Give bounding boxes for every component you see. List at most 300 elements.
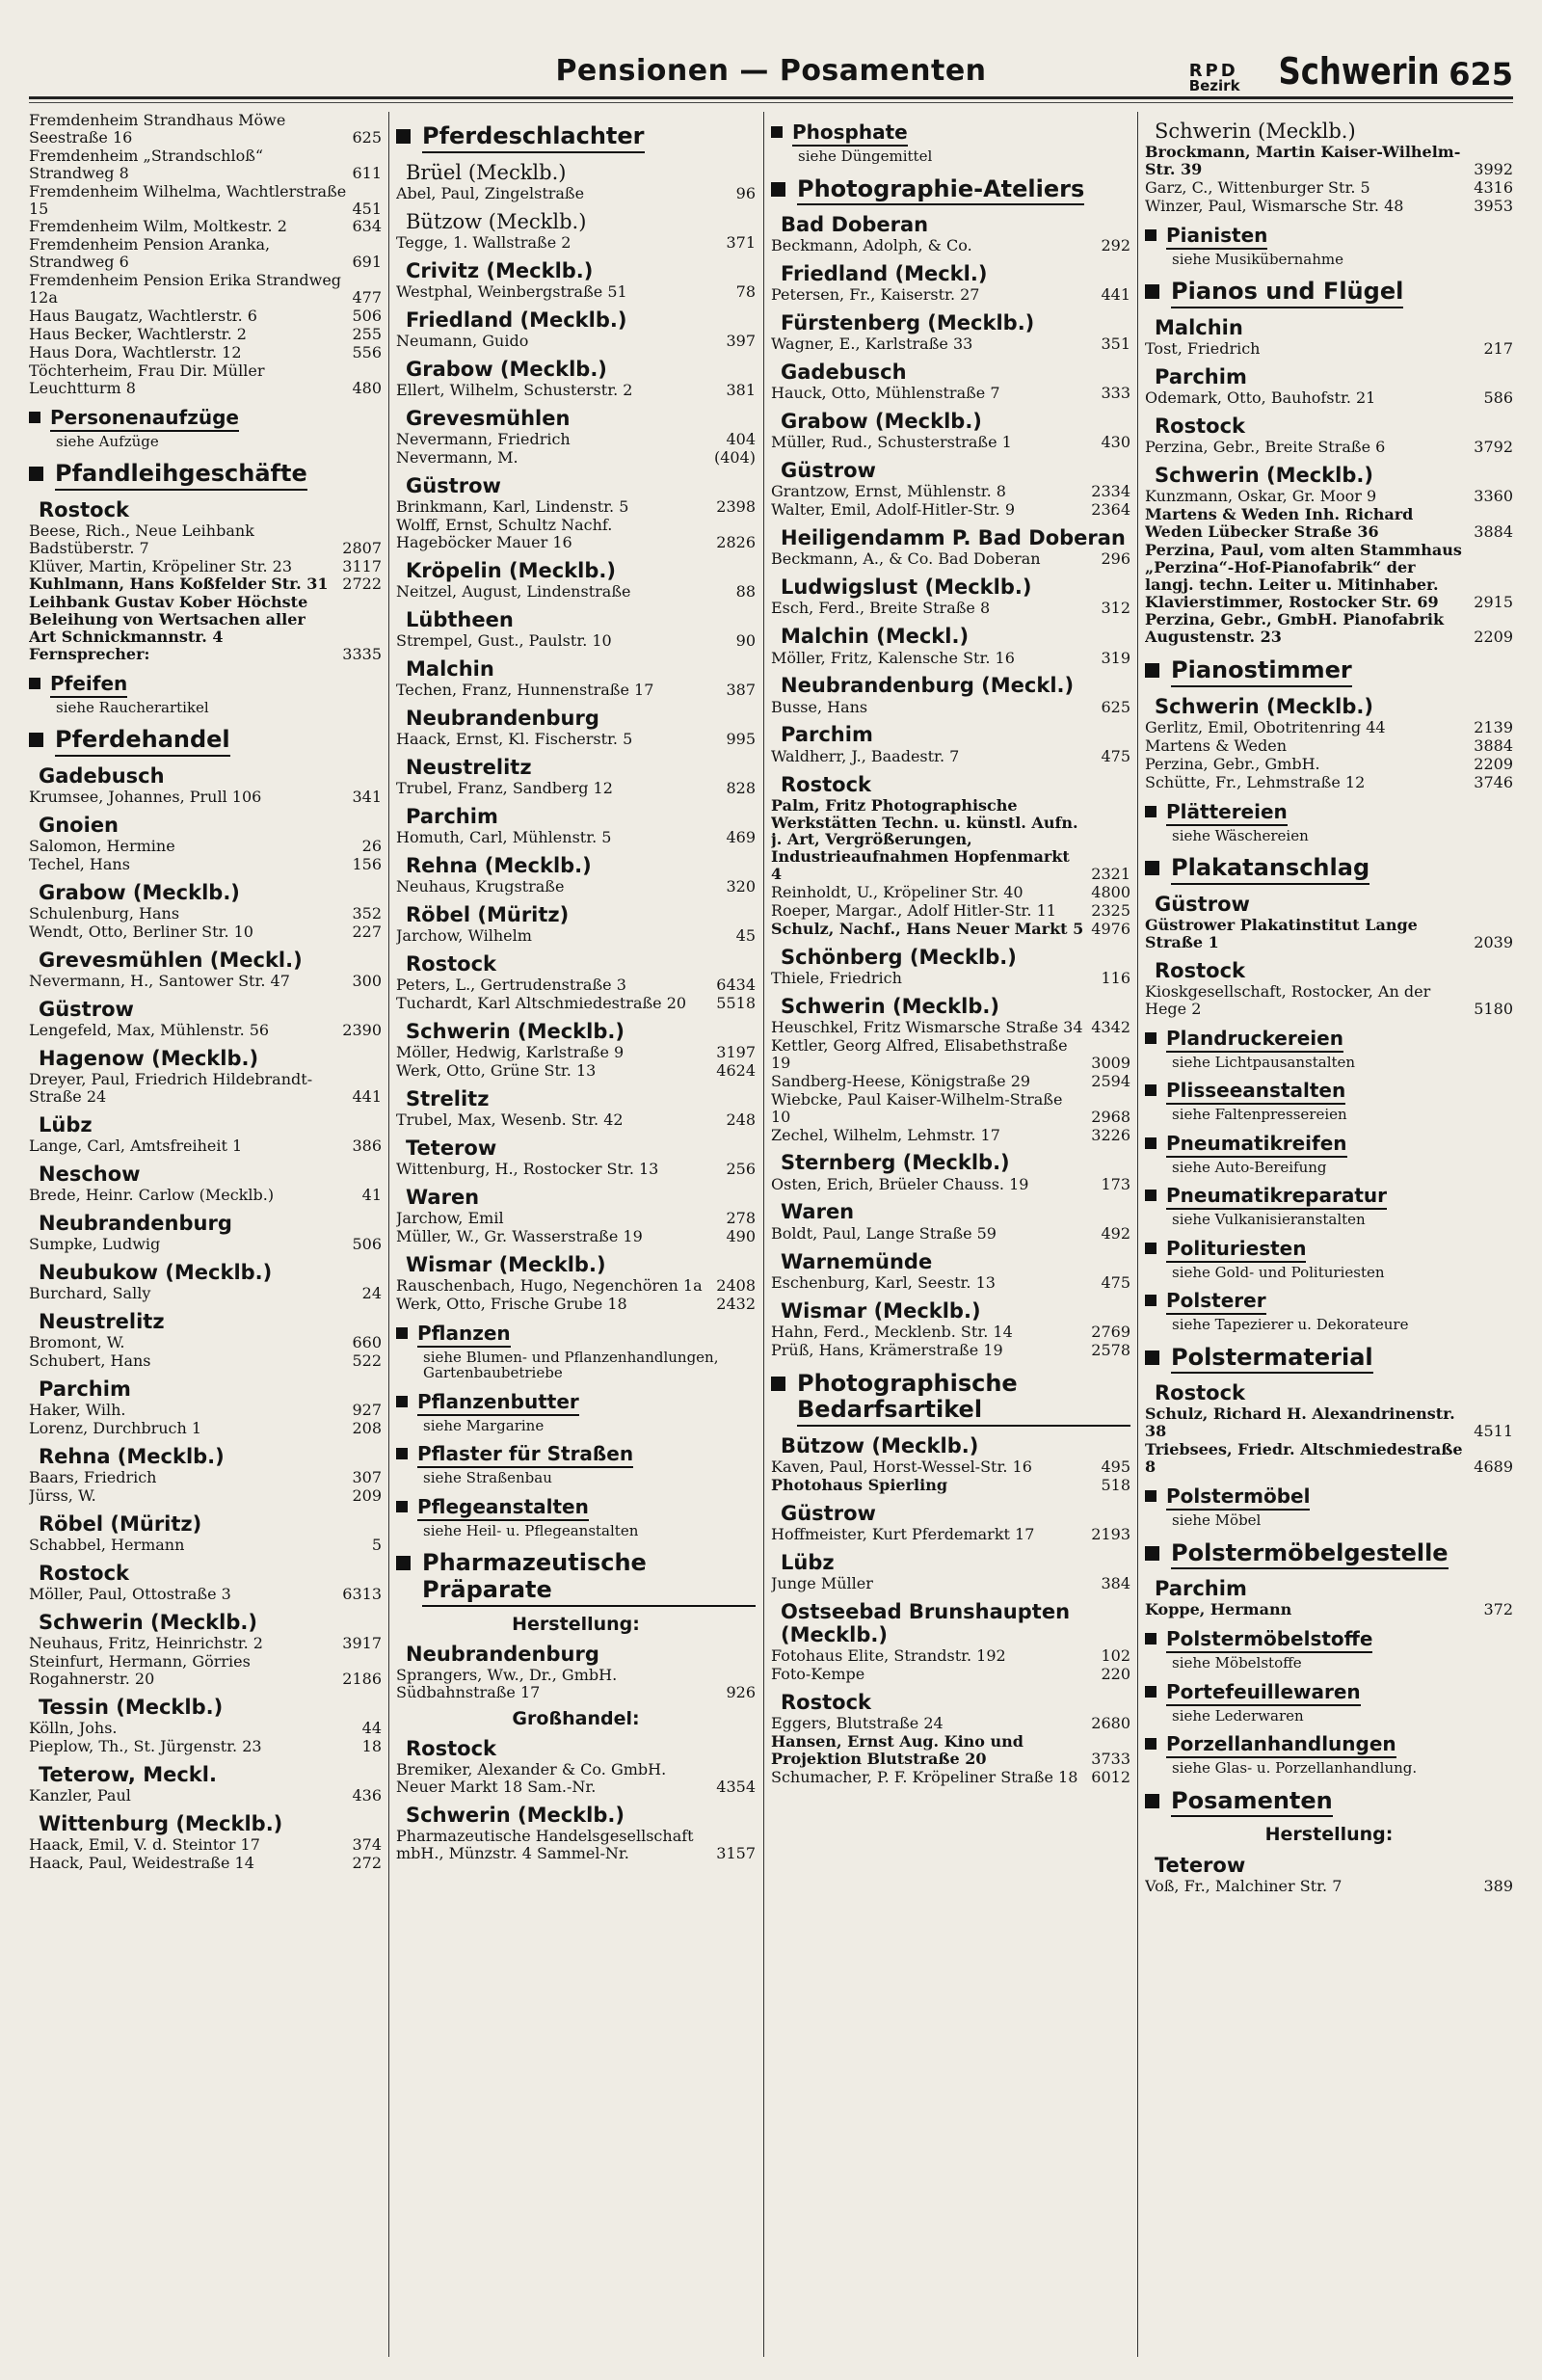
listing-name: Kölln, Johs.	[29, 1719, 118, 1738]
listing-entry	[29, 326, 382, 343]
phone-number: 926	[726, 1682, 756, 1701]
section-heading	[1145, 1733, 1513, 1758]
section-title: Pianostimmer	[1171, 657, 1352, 687]
listing-entry	[771, 1458, 1130, 1476]
listing-entry	[29, 522, 382, 557]
listing-name: Peters, L., Gertrudenstraße 3	[396, 976, 626, 995]
section-title: Polituriesten	[1166, 1238, 1306, 1263]
phone-number: 384	[1101, 1573, 1130, 1592]
section-heading	[29, 673, 382, 698]
section-title: Pferdehandel	[55, 727, 230, 757]
listing-entry	[396, 1277, 756, 1295]
town-heading: Strelitz	[406, 1086, 490, 1110]
phone-number: 3884	[1474, 735, 1513, 755]
listing-name: Fremdenheim Pension Erika Strandweg 12a	[29, 271, 342, 308]
listing-entry	[1145, 389, 1513, 407]
listing-name: Beckmann, A., & Co. Bad Doberan	[771, 549, 1041, 569]
listing-entry	[771, 335, 1130, 353]
section-title: Porzellanhandlungen	[1166, 1733, 1396, 1758]
listing-name: Nevermann, H., Santower Str. 47	[29, 972, 290, 991]
phone-number: 586	[1483, 388, 1513, 408]
listing-name: Neumann, Guido	[396, 331, 529, 350]
phone-number: 220	[1101, 1664, 1130, 1683]
listing-name: Beese, Rich., Neue Leihbank Badstüberstr. 7	[29, 521, 254, 557]
listing-name: Martens & Weden	[1145, 735, 1288, 755]
phone-number: 371	[726, 232, 756, 252]
listing-entry	[396, 1210, 756, 1227]
town-heading: Neubrandenburg	[406, 1642, 599, 1666]
listing-name: Reinholdt, U., Kröpeliner Str. 40	[771, 883, 1024, 902]
listing-name: Junge Müller	[771, 1573, 873, 1592]
phone-number: 4511	[1474, 1422, 1513, 1441]
listing-entry	[29, 789, 382, 806]
phone-number: 341	[352, 788, 382, 807]
phone-number: 386	[352, 1137, 382, 1156]
listing-entry	[1145, 179, 1513, 197]
listing-entry	[771, 501, 1130, 519]
phone-number: 24	[361, 1284, 382, 1303]
section-title: Pneumatikreparatur	[1166, 1185, 1387, 1210]
town-heading: Ludwigslust (Mecklb.)	[781, 575, 1032, 600]
town-heading: Teterow, Meckl.	[39, 1763, 217, 1787]
listing-name: Bremiker, Alexander & Co. GmbH. Neuer Markt 18 Sam.-Nr.	[396, 1760, 667, 1797]
section-heading	[29, 407, 382, 432]
town-heading: Bützow (Mecklb.)	[781, 1433, 979, 1457]
phone-number: 2968	[1091, 1107, 1130, 1126]
town-heading: Neschow	[39, 1163, 141, 1187]
section-heading	[396, 1323, 756, 1348]
listing-entry	[396, 449, 756, 467]
town-heading: Lübz	[39, 1113, 93, 1137]
listing-entry	[771, 1666, 1130, 1683]
listing-name: Sumpke, Ludwig	[29, 1235, 161, 1254]
phone-number: 3360	[1474, 487, 1513, 506]
phone-number: 625	[352, 127, 382, 147]
square-bullet-icon	[396, 1448, 408, 1459]
phone-number: 3746	[1474, 772, 1513, 791]
section-title: Pflanzenbutter	[417, 1391, 579, 1416]
listing-entry	[29, 1352, 382, 1370]
phone-number: 351	[1101, 334, 1130, 354]
town-heading: Lübtheen	[406, 607, 514, 631]
phone-number: 828	[726, 778, 756, 797]
town-heading: Friedland (Meckl.)	[781, 262, 988, 286]
phone-number: 691	[352, 253, 382, 272]
listing-entry	[396, 283, 756, 301]
listing-name: Beckmann, Adolph, & Co.	[771, 236, 972, 255]
listing-entry	[1145, 719, 1513, 736]
listing-name: Gerlitz, Emil, Obotritenring 44	[1145, 718, 1386, 737]
listing-name: Möller, Fritz, Kalensche Str. 16	[771, 648, 1015, 667]
section-title: Polstermaterial	[1171, 1345, 1373, 1375]
square-bullet-icon	[29, 467, 43, 481]
phone-number: 381	[726, 380, 756, 399]
section-title: Pflegeanstalten	[417, 1496, 589, 1521]
listing-name: Fremdenheim „Strandschloß“ Strandweg 8	[29, 146, 264, 182]
section-heading	[1145, 1133, 1513, 1158]
listing-name: Wittenburg, H., Rostocker Str. 13	[396, 1160, 659, 1179]
listing-name: Heuschkel, Fritz Wismarsche Straße 34	[771, 1018, 1083, 1037]
section-heading	[1145, 1628, 1513, 1653]
town-heading: Röbel (Müritz)	[406, 902, 570, 926]
listing-name: Kaven, Paul, Horst-Wessel-Str. 16	[771, 1457, 1032, 1476]
phone-number: 4976	[1091, 920, 1130, 938]
listing-name: Roeper, Margar., Adolf Hitler-Str. 11	[771, 901, 1056, 921]
listing-name: Hoffmeister, Kurt Pferdemarkt 17	[771, 1524, 1035, 1543]
see-reference: siehe Faltenpressereien	[1172, 1106, 1347, 1124]
listing-name: Fremdenheim Wilm, Moltkestr. 2	[29, 217, 287, 236]
header-right	[1189, 50, 1513, 93]
listing-name: Brockmann, Martin Kaiser-Wilhelm-Str. 39	[1145, 143, 1461, 179]
section-title: Personenaufzüge	[50, 407, 239, 432]
section-title: Phosphate	[792, 121, 908, 147]
see-reference: siehe Musikübernahme	[1172, 250, 1343, 268]
phone-number: 611	[352, 163, 382, 182]
listing-entry	[29, 1022, 382, 1039]
listing-entry	[771, 1769, 1130, 1786]
listing-name: Jürss, W.	[29, 1486, 96, 1506]
subheading: Großhandel:	[512, 1707, 640, 1729]
listing-entry	[1145, 983, 1513, 1018]
header-rule-thin	[29, 102, 1513, 103]
phone-number: 480	[352, 378, 382, 397]
phone-number: 475	[1101, 1272, 1130, 1292]
subheading: Herstellung:	[1264, 1824, 1394, 1846]
phone-number: 2398	[716, 496, 756, 516]
town-heading: Fürstenberg (Mecklb.)	[781, 311, 1035, 335]
listing-entry	[29, 1071, 382, 1106]
town-heading: Ostseebad Brunshaupten (Mecklb.)	[781, 1599, 1071, 1646]
listing-entry	[1145, 488, 1513, 505]
phone-number: (404)	[713, 447, 756, 467]
listing-entry	[771, 1342, 1130, 1359]
phone-number: 333	[1101, 384, 1130, 403]
listing-name: Foto-Kempe	[771, 1664, 865, 1683]
section-title: Polstermöbel	[1166, 1485, 1310, 1511]
listing-entry	[29, 973, 382, 990]
listing-name: Esch, Ferd., Breite Straße 8	[771, 599, 991, 618]
listing-entry	[396, 878, 756, 896]
section-title: Pianos und Flügel	[1171, 279, 1403, 308]
phone-number: 374	[352, 1835, 382, 1855]
listing-entry	[29, 1137, 382, 1155]
phone-number: 278	[726, 1209, 756, 1228]
listing-entry	[771, 434, 1130, 451]
listing-entry	[29, 272, 382, 307]
town-heading: Waren	[406, 1186, 480, 1210]
listing-name: Fremdenheim Wilhelma, Wachtlerstraße 15	[29, 181, 347, 218]
phone-number: 320	[726, 877, 756, 896]
listing-entry	[771, 1575, 1130, 1592]
phone-number: 2334	[1091, 482, 1130, 501]
section-heading	[1145, 1028, 1513, 1053]
section-heading	[396, 1443, 756, 1468]
listing-name: Walter, Emil, Adolf-Hitler-Str. 9	[771, 500, 1016, 520]
listing-name: Brinkmann, Karl, Lindenstr. 5	[396, 496, 629, 516]
section-heading	[1145, 1788, 1513, 1818]
listing-entry	[396, 829, 756, 846]
listing-entry	[771, 1037, 1130, 1072]
subheading: Herstellung:	[512, 1613, 640, 1635]
listing-entry	[396, 1761, 756, 1796]
listing-name: Steinfurt, Hermann, Görries Rogahnerstr. 20	[29, 1652, 251, 1689]
listing-entry	[771, 884, 1130, 901]
listing-entry	[396, 583, 756, 601]
town-heading: Malchin	[1155, 315, 1243, 339]
listing-name: Kioskgesellschaft, Rostocker, An der Hege 2	[1145, 981, 1431, 1018]
phone-number: 90	[735, 630, 756, 650]
listing-entry	[1145, 1601, 1513, 1618]
listing-name: Kanzler, Paul	[29, 1786, 131, 1805]
section-heading	[1145, 1185, 1513, 1210]
square-bullet-icon	[771, 126, 783, 138]
listing-entry	[771, 797, 1130, 884]
square-bullet-icon	[1145, 1633, 1156, 1645]
listing-name: Schulenburg, Hans	[29, 904, 180, 923]
phone-number: 506	[352, 1235, 382, 1254]
listing-name: Eggers, Blutstraße 24	[771, 1714, 944, 1732]
listing-entry	[1145, 1405, 1513, 1440]
town-heading: Friedland (Mecklb.)	[406, 308, 627, 332]
phone-number: 3953	[1474, 196, 1513, 215]
phone-number: 88	[735, 581, 756, 601]
town-heading: Rostock	[781, 772, 871, 796]
section-heading	[29, 727, 382, 757]
listing-name: Wendt, Otto, Berliner Str. 10	[29, 923, 253, 942]
listing-name: Neuhaus, Krugstraße	[396, 877, 565, 896]
section-heading	[396, 1391, 756, 1416]
square-bullet-icon	[771, 1377, 785, 1391]
listing-name: Fotohaus Elite, Strandstr. 192	[771, 1646, 1006, 1666]
listing-name: Haus Becker, Wachtlerstr. 2	[29, 324, 247, 343]
listing-name: Wiebcke, Paul Kaiser-Wilhelm-Straße 10	[771, 1089, 1063, 1126]
listing-name: Odemark, Otto, Bauhofstr. 21	[1145, 388, 1376, 408]
listing-entry	[771, 1274, 1130, 1292]
listing-entry	[396, 382, 756, 399]
square-bullet-icon	[29, 733, 43, 747]
listing-name: Koppe, Hermann	[1145, 1600, 1292, 1619]
listing-name: Pharmazeutische Handelsgesellschaft mbH., Münzstr. 4 Sammel-Nr.	[396, 1827, 694, 1863]
town-heading: Wismar (Mecklb.)	[406, 1252, 606, 1276]
listing-entry	[29, 1537, 382, 1554]
phone-number: 3157	[716, 1844, 756, 1863]
listing-name: Schabbel, Hermann	[29, 1536, 185, 1555]
listing-entry	[29, 1738, 382, 1755]
phone-number: 495	[1101, 1457, 1130, 1476]
listing-name: Rauschenbach, Hugo, Negenchören 1a	[396, 1276, 703, 1296]
town-heading: Teterow	[406, 1136, 497, 1160]
section-heading	[1145, 279, 1513, 308]
phone-number: 2139	[1474, 718, 1513, 737]
column-4	[1145, 112, 1513, 2357]
square-bullet-icon	[1145, 1546, 1159, 1561]
phone-number: 18	[361, 1737, 382, 1756]
listing-entry	[29, 575, 382, 593]
listing-name: Lange, Carl, Amtsfreiheit 1	[29, 1137, 243, 1156]
listing-name: Photohaus Spierling	[771, 1475, 948, 1494]
listing-entry	[1145, 439, 1513, 456]
phone-number: 319	[1101, 648, 1130, 667]
phone-number: 4342	[1091, 1018, 1130, 1037]
town-heading: Röbel (Müritz)	[39, 1512, 202, 1537]
phone-number: 2364	[1091, 500, 1130, 520]
listing-entry	[1145, 917, 1513, 951]
town-heading: Rostock	[1155, 958, 1245, 982]
listing-name: Sandberg-Heese, Königstraße 29	[771, 1071, 1031, 1090]
see-reference: siehe Düngemittel	[798, 147, 933, 165]
listing-name: Grantzow, Ernst, Mühlenstr. 8	[771, 482, 1006, 501]
listing-name: Jarchow, Emil	[396, 1209, 504, 1228]
listing-entry	[29, 1334, 382, 1351]
town-heading: Schwerin (Mecklb.)	[1155, 464, 1373, 487]
town-heading: Neubrandenburg	[406, 706, 599, 730]
phone-number: 4354	[716, 1778, 756, 1797]
column-2	[396, 112, 756, 2357]
town-heading: Gnoien	[39, 814, 120, 838]
phone-number: 2193	[1091, 1524, 1130, 1543]
section-title: Plättereien	[1166, 801, 1288, 826]
listing-name: Werk, Otto, Frische Grube 18	[396, 1295, 627, 1314]
phone-number: 4689	[1474, 1457, 1513, 1477]
phone-number: 475	[1101, 746, 1130, 765]
phone-number: 256	[726, 1160, 756, 1179]
phone-number: 5	[371, 1536, 382, 1555]
town-heading: Rostock	[406, 1737, 496, 1761]
phone-number: 492	[1101, 1223, 1130, 1243]
section-title: Polstermöbelstoffe	[1166, 1628, 1372, 1653]
listing-entry	[771, 385, 1130, 402]
listing-name: Perzina, Gebr., GmbH. Pianofabrik Augustenstr. 23	[1145, 610, 1445, 647]
square-bullet-icon	[1145, 1686, 1156, 1698]
phone-number: 2209	[1474, 628, 1513, 647]
square-bullet-icon	[1145, 1190, 1156, 1201]
listing-entry	[1145, 506, 1513, 541]
listing-name: Neuhaus, Fritz, Heinrichstr. 2	[29, 1634, 263, 1653]
rpd-label: RPD	[1188, 60, 1238, 81]
section-title: Posamenten	[1171, 1788, 1333, 1818]
phone-number: 292	[1101, 236, 1130, 255]
phone-number: 2408	[716, 1276, 756, 1296]
listing-name: Kettler, Georg Alfred, Elisabethstraße 19	[771, 1036, 1068, 1072]
section-title: Plandruckereien	[1166, 1028, 1343, 1053]
section-title: Plisseeanstalten	[1166, 1080, 1345, 1105]
town-heading: Neubrandenburg (Meckl.)	[781, 674, 1075, 698]
listing-name: Lengefeld, Max, Mühlenstr. 56	[29, 1021, 270, 1040]
listing-name: Hauck, Otto, Mühlenstraße 7	[771, 384, 1000, 403]
listing-name: Techel, Hans	[29, 855, 130, 874]
listing-entry	[771, 286, 1130, 304]
listing-name: Trubel, Max, Wesenb. Str. 42	[396, 1110, 624, 1130]
square-bullet-icon	[1145, 1490, 1156, 1502]
town-heading: Grabow (Mecklb.)	[781, 410, 982, 434]
town-heading: Schwerin (Mecklb.)	[1155, 694, 1373, 718]
listing-entry	[29, 1487, 382, 1505]
phone-number: 217	[1483, 339, 1513, 358]
listing-entry	[1145, 542, 1513, 611]
square-bullet-icon	[396, 1327, 408, 1339]
listing-entry	[771, 699, 1130, 716]
listing-entry	[396, 731, 756, 748]
listing-entry	[29, 1855, 382, 1872]
listing-entry	[771, 1019, 1130, 1036]
listing-entry	[1145, 198, 1513, 215]
section-heading	[1145, 225, 1513, 250]
phone-number: 2209	[1474, 754, 1513, 773]
listing-name: Schumacher, P. F. Kröpeliner Straße 18	[771, 1767, 1078, 1786]
phone-number: 209	[352, 1486, 382, 1506]
phone-number: 518	[1101, 1475, 1130, 1494]
listing-entry	[771, 483, 1130, 500]
town-heading: Kröpelin (Mecklb.)	[406, 558, 616, 582]
town-heading: Rostock	[39, 1562, 129, 1586]
town-heading: Lübz	[781, 1550, 835, 1574]
listing-name: Busse, Hans	[771, 697, 868, 716]
town-heading: Neubukow (Mecklb.)	[39, 1261, 273, 1285]
phone-number: 441	[1101, 285, 1130, 305]
section-heading	[1145, 855, 1513, 885]
listing-entry	[29, 1787, 382, 1805]
listing-entry	[396, 780, 756, 797]
listing-name: Boldt, Paul, Lange Straße 59	[771, 1223, 997, 1243]
listing-name: Palm, Fritz Photographische Werkstätten Techn. u. künstl. Aufn. j. Art, Vergrößerungen, Industrieaufnahmen Hopfenmarkt 4	[771, 795, 1078, 884]
listing-name: Müller, W., Gr. Wasserstraße 19	[396, 1227, 643, 1246]
town-heading: Gadebusch	[781, 361, 907, 385]
phone-number: 4800	[1091, 883, 1130, 902]
listing-name: Abel, Paul, Zingelstraße	[396, 183, 585, 202]
phone-number: 2826	[716, 532, 756, 551]
listing-name: Baars, Friedrich	[29, 1468, 157, 1487]
columns	[29, 112, 1513, 2357]
page-header	[29, 50, 1513, 94]
listing-entry	[29, 218, 382, 235]
listing-name: Prüß, Hans, Krämerstraße 19	[771, 1340, 1003, 1359]
town-heading: Rostock	[1155, 1381, 1245, 1405]
phone-number: 41	[361, 1186, 382, 1205]
phone-number: 3884	[1474, 521, 1513, 541]
phone-number: 102	[1101, 1646, 1130, 1666]
listing-name: Martens & Weden Inh. Richard Weden Lübecker Straße 36	[1145, 505, 1414, 541]
listing-entry	[771, 1073, 1130, 1090]
see-reference: siehe Möbel	[1172, 1511, 1262, 1530]
listing-name: Perzina, Paul, vom alten Stammhaus „Perzina“-Hof-Pianofabrik“ der langj. techn. Leiter u. Mitinhaber. Klavierstimmer, Rostocker Str. 69	[1145, 540, 1462, 611]
square-bullet-icon	[1145, 1738, 1156, 1750]
listing-name: Nevermann, M.	[396, 447, 518, 467]
square-bullet-icon	[1145, 1032, 1156, 1044]
phone-number: 2325	[1091, 901, 1130, 921]
town-heading: Schwerin (Mecklb.)	[406, 1019, 625, 1043]
listing-name: Schubert, Hans	[29, 1351, 151, 1371]
listing-name: Ellert, Wilhelm, Schusterstr. 2	[396, 380, 633, 399]
column-divider	[1137, 112, 1138, 2357]
town-heading: Bad Doberan	[781, 213, 929, 237]
phone-number: 296	[1101, 549, 1130, 569]
section-title: Pflanzen	[417, 1323, 511, 1348]
phone-number: 436	[352, 1786, 382, 1805]
see-reference: siehe Lichtpausanstalten	[1172, 1053, 1356, 1071]
listing-entry	[396, 1828, 756, 1862]
phone-number: 2321	[1091, 865, 1130, 884]
town-heading: Güstrow	[781, 1501, 876, 1525]
see-reference: siehe Heil- u. Pflegeanstalten	[423, 1521, 639, 1539]
section-heading	[771, 176, 1130, 206]
listing-entry	[396, 498, 756, 516]
listing-name: Wolff, Ernst, Schultz Nachf. Hageböcker Mauer 16	[396, 515, 613, 551]
section-title: Pferdeschlachter	[422, 123, 645, 153]
phone-number: 387	[726, 680, 756, 699]
listing-entry	[29, 1469, 382, 1486]
phone-number: 307	[352, 1468, 382, 1487]
listing-name: Thiele, Friedrich	[771, 969, 902, 988]
